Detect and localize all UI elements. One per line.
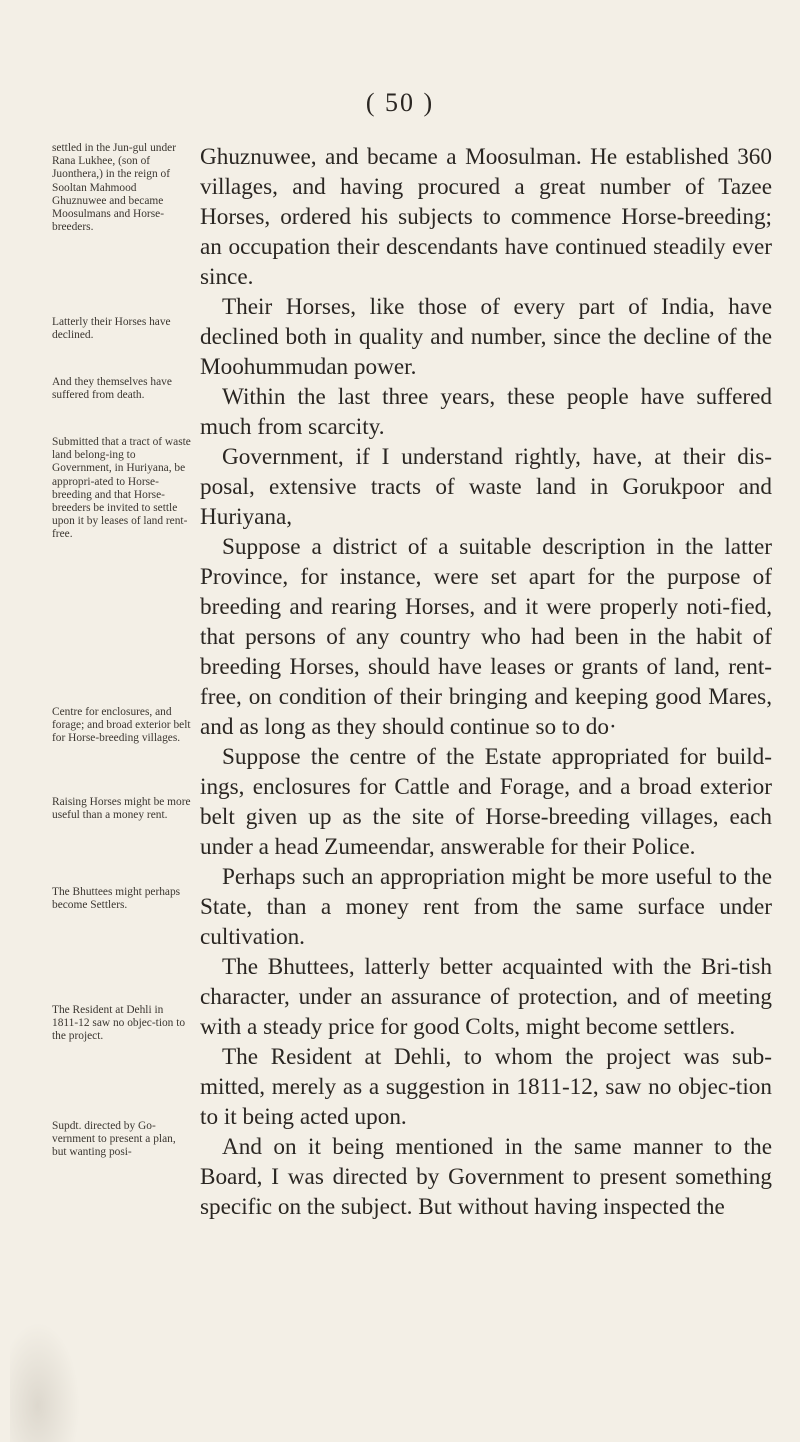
paragraph: Government, if I understand rightly, have, at their dis-posal, extensive tracts of waste land in Gorukpoor and Huriyana,	[200, 444, 772, 530]
paragraph: Ghuznuwee, and became a Moosulman. He established 360 villages, and having procured a great number of Tazee Horses, ordered his subjects to commence Horse-breeding; an occupation their descendants have continued steadily ever since.	[200, 144, 772, 290]
margin-note: Supdt. directed by Go-vernment to present a plan, but wanting posi-	[52, 1120, 176, 1159]
margin-note: The Bhuttees might perhaps become Settlers.	[52, 886, 181, 912]
margin-note: Raising Horses might be more useful than a money rent.	[52, 796, 191, 822]
paragraph: The Bhuttees, latterly better acquainted with the Bri-tish character, under an assurance of protection, and of meeting with a steady price for good Colts, might become settlers.	[200, 954, 772, 1040]
margin-note: Latterly their Horses have declined.	[52, 316, 171, 342]
main-text	[200, 142, 772, 1222]
margin-note: settled in the Jun-gul under Rana Lukhee, (son of Juonthera,) in the reign of Sooltan Mahmood Ghuznuwee and became Moosulmans and Horse-breeders.	[52, 142, 177, 234]
paragraph: Their Horses, like those of every part of India, have declined both in quality and number, since the decline of the Moohummudan power.	[200, 294, 772, 380]
paper-stain	[10, 1322, 80, 1442]
paragraph: Within the last three years, these people have suffered much from scarcity.	[200, 384, 772, 440]
margin-note: Submitted that a tract of waste land belong-ing to Government, in Huriyana, be appropri-ated to Horse-breeding and that Horse-breeders be invited to settle upon it by leases of land rent-free.	[52, 436, 191, 541]
paragraph: Suppose a district of a suitable description in the latter Province, for instance, were set apart for the purpose of breeding and rearing Horses, and it were properly noti-fied, that persons of any country who had been in the habit of breeding Horses, should have leases or grants of land, rent-free, on condition of their bringing and keeping good Mares, and as long as they should continue so to do·	[200, 534, 772, 740]
margin-note: The Resident at Dehli in 1811-12 saw no objec-tion to the project.	[52, 1004, 186, 1043]
margin-note: Centre for enclosures, and forage; and broad exterior belt for Horse-breeding villages.	[52, 706, 191, 745]
paragraph: And on it being mentioned in the same manner to the Board, I was directed by Government to present something specific on the subject. But without having inspected the	[200, 1134, 772, 1220]
page-number: ( 50 )	[365, 88, 435, 117]
paragraph: The Resident at Dehli, to whom the project was sub-mitted, merely as a suggestion in 1811-12, saw no objec-tion to it being acted upon.	[200, 1044, 772, 1130]
margin-note: And they themselves have suffered from death.	[52, 376, 172, 402]
paragraph: Suppose the centre of the Estate appropriated for build-ings, enclosures for Cattle and Forage, and a broad exterior belt given up as the site of Horse-breeding villages, each under a head Zumeendar, answerable for their Police.	[200, 744, 772, 860]
paragraph: Perhaps such an appropriation might be more useful to the State, than a money rent from the same surface under cultivation.	[200, 864, 772, 950]
